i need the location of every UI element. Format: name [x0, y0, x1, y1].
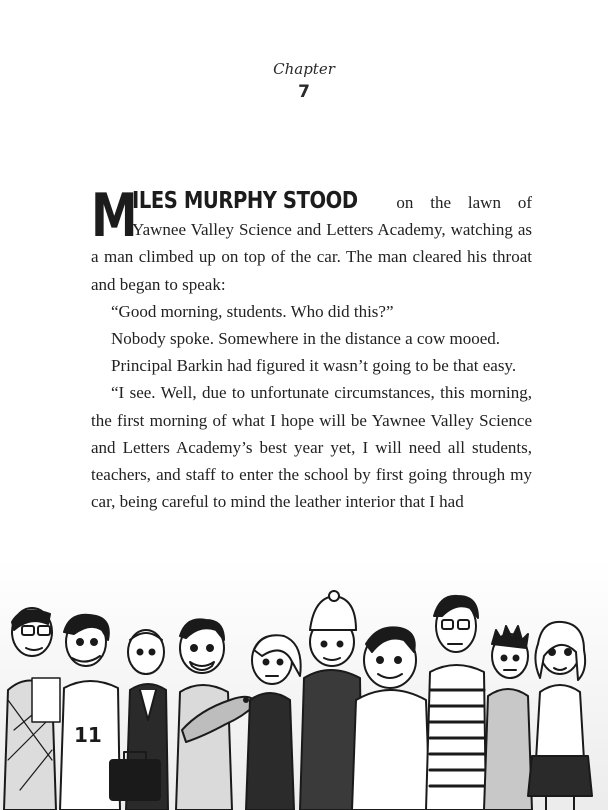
paragraph-silence: Nobody spoke. Somewhere in the distance a cow mooed. [111, 329, 501, 349]
chapter-label: Chapter [273, 60, 335, 78]
student-glasses-plaid [4, 608, 60, 810]
students-illustration [0, 560, 608, 810]
paragraph-speech: “I see. Well, due to unfortunate circumstances, this morning, the first morning of what I hope will be Yawnee Valley Science and Letters Academy’s best year yet, I will need all students, teachers, and staff to enter the school by first going through my car, being careful to mind the leather interior that I had [91, 383, 532, 512]
student-girl [528, 622, 592, 810]
student-spiky [484, 626, 532, 810]
opening-text: on the lawn of Yawnee Valley Science and Letters Academy, watching as a man climbed up on top of the car. The man cleared his throat and began to speak: [91, 193, 533, 294]
drop-cap: M [91, 181, 138, 251]
paragraph-greeting: “Good morning, students. Who did this?” [111, 301, 394, 321]
chapter-number: 7 [298, 82, 310, 102]
body-text [91, 181, 533, 515]
paragraph-barkin: Principal Barkin had figured it wasn’t going to be that easy. [111, 356, 517, 376]
opening-paragraph [91, 181, 533, 298]
lead-in-caps: ILES MURPHY STOOD [132, 188, 358, 214]
jersey-number: 11 [74, 723, 102, 747]
